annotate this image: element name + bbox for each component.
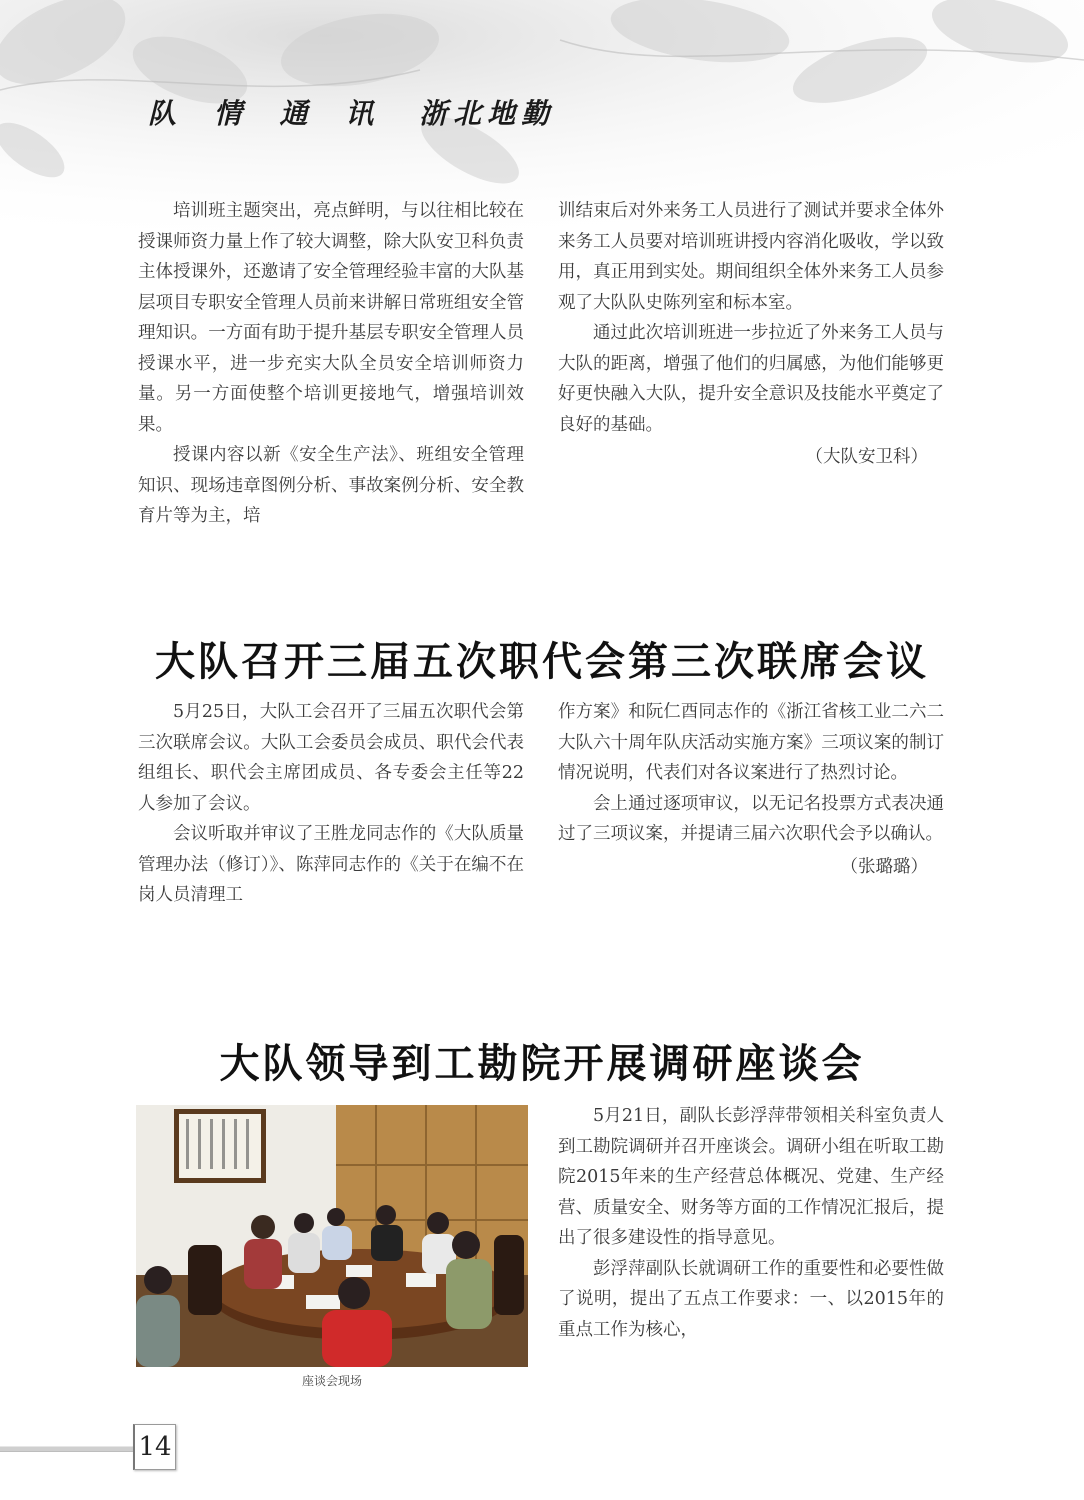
paragraph: 5月25日，大队工会召开了三届五次职代会第三次联席会议。大队工会委员会成员、职代会代表组组长、职代会主席团成员、各专委会主任等22人参加了会议。 [138,702,524,814]
header-subtitle: 浙北地勤 [419,97,556,130]
paragraph: 培训班主题突出，亮点鲜明，与以往相比较在授课师资力量上作了较大调整，除大队安卫科负责主体授课外，还邀请了安全管理经验丰富的大队基层项目专职安全管理人员前来讲解日常班组安全管理知识。一方面有助于提升基层专职安全管理人员授课水平，进一步充实大队全员安全培训师资力量。另一方面使整个培训更接地气，增强培训效果。 [138,201,524,435]
paragraph: 5月21日，副队长彭浮萍带领相关科室负责人到工勘院调研并召开座谈会。调研小组在听取工勘院2015年来的生产经营总体概况、党建、生产经营、质量安全、财务等方面的工作情况汇报后，提出了很多建设性的指导意见。 [558,1106,944,1248]
article2-left-column [138,697,524,911]
article2-title: 大队召开三届五次职代会第三次联席会议 [155,639,929,685]
signature: （大队安卫科） [805,447,928,467]
paragraph: 授课内容以新《安全生产法》、班组安全管理知识、现场违章图例分析、事故案例分析、安全教育片等为主，培 [138,445,524,526]
article3-title: 大队领导到工勘院开展调研座谈会 [219,1041,865,1087]
paragraph: 作方案》和阮仁酉同志作的《浙江省核工业二六二大队六十周年队庆活动实施方案》三项议案的制订情况说明，代表们对各议案进行了热烈讨论。 [558,702,944,783]
photo-caption: 座谈会现场 [301,1374,362,1388]
header-char: 情 [213,97,242,130]
header-char: 通 [279,97,308,130]
article1-left-column [138,196,524,532]
article2-right-column [558,697,944,882]
page-number: 14 [133,1424,176,1470]
paragraph: 彭浮萍副队长就调研工作的重要性和必要性做了说明，提出了五点工作要求：一、以2015年的重点工作为核心， [558,1258,944,1340]
paragraph: 训结束后对外来务工人员进行了测试并要求全体外来务工人员要对培训班讲授内容消化吸收，学以致用，真正用到实处。期间组织全体外来务工人员参观了大队队史陈列室和标本室。 [558,201,944,313]
header-char: 队 [148,97,177,130]
paragraph: 通过此次培训班进一步拉近了外来务工人员与大队的距离，增强了他们的归属感，为他们能够更好更快融入大队，提升安全意识及技能水平奠定了良好的基础。 [558,323,944,435]
meeting-photo [136,1105,528,1367]
header-char: 讯 [345,97,374,130]
footer-rule [0,1446,134,1452]
paragraph: 会上通过逐项审议，以无记名投票方式表决通过了三项议案，并提请三届六次职代会予以确认。 [558,793,944,844]
section-header [148,92,583,132]
paragraph: 会议听取并审议了王胜龙同志作的《大队质量管理办法（修订）》、陈萍同志作的《关于在编不在岗人员清理工 [138,824,524,905]
signature: （张璐璐） [840,856,928,877]
article1-right-column [558,196,944,473]
article3-right-column [558,1101,944,1345]
